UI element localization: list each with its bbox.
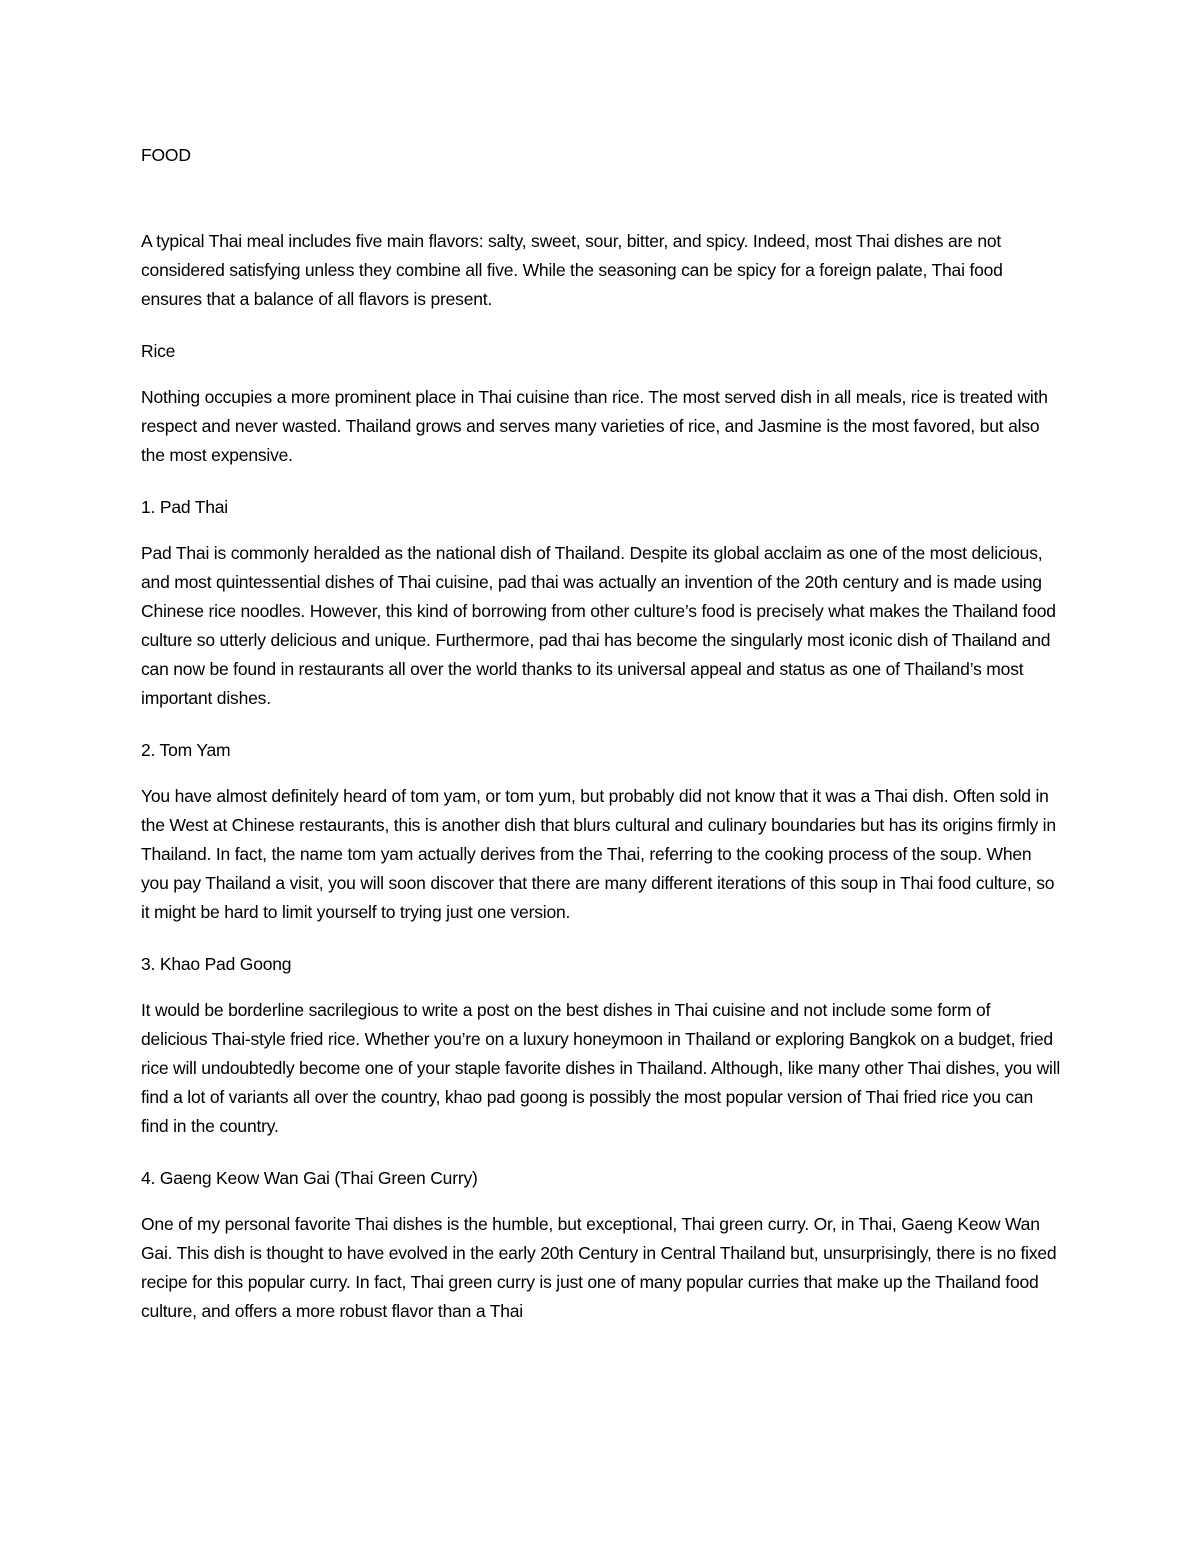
section-body-green-curry: One of my personal favorite Thai dishes is the humble, but exceptional, Thai green curry. Or, in Thai, Gaeng Keow Wan Gai. This dish is thought to have evolved in the early 20th Century in Central Thailand but, unsurprisingly, there is no fixed recipe for this popular curry. In fact, Thai green curry is just one of many popular curries that make up the Thailand food culture, and offers a more robust flavor than a Thai: [141, 1214, 1057, 1321]
section-body-khao-pad-goong: It would be borderline sacrilegious to write a post on the best dishes in Thai cuisine and not include some form of delicious Thai-style fried rice. Whether you’re on a luxury honeymoon in Thailand or exploring Bangkok on a budget, fried rice will undoubtedly become one of your staple favorite dishes in Thailand. Although, like many other Thai dishes, you will find a lot of variants all over the country, khao pad goong is possibly the most popular version of Thai fried rice you can find in the country.: [141, 1000, 1061, 1136]
section-body-tom-yam: You have almost definitely heard of tom yam, or tom yum, but probably did not know that it was a Thai dish. Often sold in the West at Chinese restaurants, this is another dish that blurs cultural and culinary boundaries but has its origins firmly in Thailand. In fact, the name tom yam actually derives from the Thai, referring to the cooking process of the soup. When you pay Thailand a visit, you will soon discover that there are many different iterations of this soup in Thai food culture, so it might be hard to limit yourself to trying just one version.: [141, 786, 1056, 922]
section-heading-tom-yam: 2. Tom Yam: [141, 740, 231, 760]
section-body-pad-thai: Pad Thai is commonly heralded as the national dish of Thailand. Despite its global acclaim as one of the most delicious, and most quintessential dishes of Thai cuisine, pad thai was actually an invention of the 20th century and is made using Chinese rice noodles. However, this kind of borrowing from other culture’s food is precisely what makes the Thailand food culture so utterly delicious and unique. Furthermore, pad thai has become the singularly most iconic dish of Thailand and can now be found in restaurants all over the world thanks to its universal appeal and status as one of Thailand’s most important dishes.: [141, 543, 1056, 708]
document-title: FOOD: [141, 145, 191, 165]
section-heading-rice: Rice: [141, 341, 176, 361]
section-heading-green-curry: 4. Gaeng Keow Wan Gai (Thai Green Curry): [141, 1168, 478, 1188]
document-body: [141, 141, 1061, 1349]
section-heading-khao-pad-goong: 3. Khao Pad Goong: [141, 954, 292, 974]
section-heading-pad-thai: 1. Pad Thai: [141, 497, 228, 517]
section-body-rice: Nothing occupies a more prominent place in Thai cuisine than rice. The most served dish in all meals, rice is treated with respect and never wasted. Thailand grows and serves many varieties of rice, and Jasmine is the most favored, but also the most expensive.: [141, 387, 1048, 465]
intro-paragraph: A typical Thai meal includes five main flavors: salty, sweet, sour, bitter, and spicy. Indeed, most Thai dishes are not considered satisfying unless they combine all five. While the seasoning can be spicy for a foreign palate, Thai food ensures that a balance of all flavors is present.: [141, 231, 1003, 309]
